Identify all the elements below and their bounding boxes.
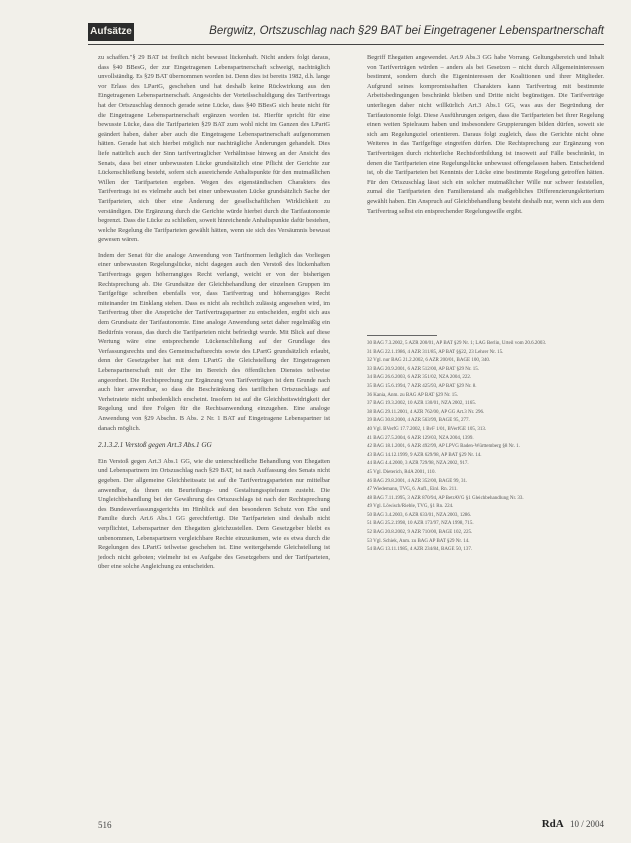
footnote: 32 Vgl. nur BAG 21.2.2002, 6 AZR 200/01, BAGE 100, 340.	[367, 358, 491, 364]
page-number: 516	[98, 820, 112, 830]
section-subheading: 2.1.3.2.1 Verstoß gegen Art.3 Abs.1 GG	[98, 441, 212, 450]
left-column	[98, 53, 330, 578]
journal-footer	[542, 818, 604, 830]
footnote: 34 BAG 26.6.2003, 6 AZR 351/02, NZA 2004, 222.	[367, 375, 472, 381]
footnote: 50 BAG 3.4.2003, 6 AZR 633/01, NZA 2003, 1286.	[367, 512, 472, 518]
footnote: 31 BAG 22.1.1986, 4 AZR 311/85, AP BAT §§22, 23 Lehrer Nr. 15.	[367, 349, 504, 355]
footnote: 46 BAG 29.8.2001, 4 AZR 352/00, BAGE 99, 31.	[367, 478, 468, 484]
body-paragraph: Begriff Ehegatten angewendet. Art.9 Abs.3 GG habe Vorrang. Geltungsbereich und Inhalt von Tarifverträgen würden – anders als bei Gesetzen – nicht durch Allgemeininteressen bestimmt, sondern durch die Eigeninteressen der Koalitionen und ihrer Mitglieder. Aufgrund seines kompromisshaften Charakters kann Tarifvertrag mit bestimmte Arbeitsbedingungen beschränkt bleiben und Dritte nicht begünstigen. Die Tarifverträge unterliegen daher nicht willkürlich Art.3 Abs.1 GG, was aus der Begründung der Tarifautonomie folgt. Diese Ausführungen zeigen, dass die Tarifparteien bei ihrer Regelung einen weiten Spielraum haben und insbesondere Gruppierungen bilden dürfen, soweit sie sich am Regelungsziel orientieren. Daraus folgt zugleich, dass die Gerichte nicht ohne Weiteres in das Tarifgefüge eingreifen dürfen. Die Rechtsprechung zur Ergänzung von Tarifverträgen durch richterliche Rechtsfortbildung ist insoweit auf Fälle beschränkt, in denen die Tarifparteien eine Regelungslücke unbewusst offengelassen haben. Entscheidend ist, ob die Tarifparteien bei Kenntnis der Lücke eine bestimmte Regelung getroffen hätten. Für den Ortszuschlag lässt sich ein solcher mutmaßlicher Wille nur schwer feststellen, zumal die Tarifparteien den Familienstand als maßgebliches Differenzierungskriterium gewählt haben. Ein Anspruch auf Gleichbehandlung besteht deshalb nur, wenn sich aus dem Tarifvertrag selbst ein entsprechender Regelungswille ergibt.	[367, 54, 604, 215]
journal-logo: RdA	[541, 818, 564, 830]
body-paragraph: Ein Verstoß gegen Art.3 Abs.1 GG, wie die unterschiedliche Behandlung von Ehegatten und Lebenspartnern im Ortszuschlag nach §29 BAT, ist nach Auffassung des Senats nicht gegeben. Der allgemeine Gleichheitssatz ist auf die Tarifvertragsparteien nur mittelbar anwendbar, da ihnen ein Beurteilungs- und Gestaltungsspielraum zusteht. Die Ungleichbehandlung bei der Gewährung des Ortszuschlags ist nach der Rechtsprechung des Bundesverfassungsgerichts im Hinblick auf den besonderen Schutz von Ehe und Familie durch Art.6 Abs.1 GG gerechtfertigt. Die Tarifparteien sind deshalb nicht verpflichtet, Lebenspartner den Ehegatten gleichzustellen. Dem Gesetzgeber bleibt es unbenommen, Lebenspartnern vergleichbare Rechte einzuräumen, wie es etwa durch die Regelungen des LPartG teilweise geschehen ist. Eine weitergehende Gleichstellung ist jedoch nicht geboten; vielmehr ist es Aufgabe des Gesetzgebers und der Tarifparteien, über eine solche Angleichung zu entscheiden.	[98, 457, 330, 571]
footnote: 53 Vgl. Schiek, Anm. zu BAG AP BAT §29 Nr. 14.	[367, 538, 470, 544]
footnote: 44 BAG 4.4.2000, 3 AZR 729/98, NZA 2002, 917.	[367, 461, 469, 467]
footnote: 40 Vgl. BVerfG 17.7.2002, 1 BvF 1/01, BVerfGE 105, 313.	[367, 426, 487, 432]
footnote: 39 BAG 30.8.2000, 4 AZR 563/99, BAGE 95, 277.	[367, 418, 470, 424]
footnote: 43 BAG 14.12.1999, 9 AZR 629/98, AP BAT §29 Nr. 14.	[367, 452, 482, 458]
footnotes	[367, 335, 604, 555]
footnote: 37 BAG 19.3.2002, 10 AZR 130/01, NZA 2002, 1165.	[367, 401, 476, 407]
body-paragraph: Indem der Senat für die analoge Anwendung von Tarifnormen lediglich das Vorliegen einer unbewussten Regelungslücke, nicht dagegen auch den Verstoß des lückenhaften Tarifvertrags gegen höherrangiges Recht verlangt, weicht er von der bisherigen Rechtsprechung ab. Die Grundsätze der Gleichbehandlung der einzelnen Gruppen im Tarifgefüge schreiben ebenfalls vor, dass Tarifvertrag und höherrangiges Recht miteinander im Einklang stehen. Dass es nicht als rechtlich zulässig angesehen wird, im Tarifvertrag über die Ansprüche der Tarifvertragspartner zu entscheiden, ergibt sich aus dem Grundsatz der Tarifautonomie. Eine analoge Anwendung setzt daher regelmäßig ein Bedürfnis voraus, das durch die Tarifparteien nicht befriedigt wurde. Mit Blick auf diese Wertung wäre eine entsprechende Lückenschließung auf der Grundlage des Verfassungsrechts und des Gemeinschaftsrechts sowie des LPartG grundsätzlich erlaubt, denn der Gesetzgeber hat mit dem LPartG die Gleichstellung der Eingetragenen Lebenspartnerschaft mit der Ehe im Bereich des öffentlichen Dienstes teilweise angeordnet. Die Rechtsprechung zur Ergänzung von Tarifverträgen ist dem Grunde nach auch hier anwendbar, so dass die Beschränkung des tariflichen Ortszuschlags auf Verheiratete nicht unbedenklich erscheint. Insofern ist auf die Gleichheitswidrigkeit der Regelung und ihre Folgen für die Rechtsanwendung einzugehen. Eine analoge Anwendung von §29 Abschn. B Abs. 2 Nr. 1 BAT auf Eingetragene Lebenspartner ist danach möglich.	[98, 251, 330, 432]
section-tag: Aufsätze	[88, 23, 134, 41]
footnote: 38 BAG 29.11.2001, 4 AZR 762/00, AP GG Art.3 Nr. 296.	[367, 409, 485, 415]
footnote: 49 Vgl. Löwisch/Rieble, TVG, §1 Rn. 224.	[367, 504, 454, 510]
footnote: 52 BAG 20.8.2002, 9 AZR 710/00, BAGE 102, 225.	[367, 530, 473, 536]
footnote-list	[367, 340, 604, 554]
footnote: 48 BAG 7.11.1995, 3 AZR 870/94, AP BetrAVG §1 Gleichbehandlung Nr. 33.	[367, 495, 524, 501]
page-header	[88, 22, 604, 45]
journal-issue: 10 / 2004	[569, 819, 604, 829]
footnote-divider	[367, 335, 437, 336]
footnote: 36 Kania, Anm. zu BAG AP BAT §29 Nr. 15.	[367, 392, 458, 398]
footnote: 35 BAG 15.6.1994, 7 AZR 425/93, AP BAT §29 Nr. 8.	[367, 383, 477, 389]
footnote: 42 BAG 18.1.2001, 6 AZR 492/99, AP LPVG Baden-Württemberg §8 Nr. 1.	[367, 444, 520, 450]
right-column	[367, 53, 604, 222]
footnote: 41 BAG 27.5.2004, 6 AZR 129/03, NZA 2004, 1399.	[367, 435, 474, 441]
footnote: 45 Vgl. Dieterich, RdA 2001, 110.	[367, 469, 436, 475]
footnote: 33 BAG 20.9.2001, 6 AZR 512/00, AP BAT §29 Nr. 15.	[367, 366, 479, 372]
footnote: 54 BAG 13.11.1985, 4 AZR 234/84, BAGE 50, 137.	[367, 547, 473, 553]
footnote: 30 BAG 7.3.2002, 5 AZR 200/01, AP BAT §29 Nr. 1; LAG Berlin, Urteil vom 20.6.2003.	[367, 341, 547, 346]
running-head: Bergwitz, Ortszuschlag nach §29 BAT bei Eingetragener Lebenspartnerschaft	[209, 25, 604, 37]
footnote: 51 BAG 25.2.1998, 10 AZR 173/97, NZA 1998, 715.	[367, 521, 474, 527]
footnote: 47 Wiedemann, TVG, 6. Aufl., Einl. Rn. 211.	[367, 487, 458, 493]
body-paragraph: zu schaffen."§ 29 BAT ist freilich nicht bewusst lückenhaft. Nicht anders folgt daraus, dass §40 BBesG, der zur Eingetragenen Lebenspartnerschaft schweigt, nachträglich unvollständig. Es §29 BAT übernommen worden ist. Denn dies ist bereits 1982, d.h. lange vor Erlass des LPartG, geschehen und hat deshalb keine Rückwirkung aus den Eingetragenen Lebenspartnerschaft. Angesichts der Vorteilsschuldigung des Tarifvertrags hat der Ortszuschlag dennoch gerade seine Lücke, dass §40 BBesG sich heute nicht für die Eingetragene Lebenspartnerschaft ergänzen worden ist. Hierfür spricht für eine bewusste Lücke, dass die Tarifparteien §29 BAT zum wohl nicht im Ganzen des LPartG geändert haben, daher aber auch die Eingetragene Lebenspartnerschaft aufgenommen hätten. Gerade hat sich hierbei möglich nur nachträgliche Änderungen gehandelt. Dies liefe natürlich auch der Sinn tarifvertraglicher Verhältnisse hinweg an der Ansicht des Senats, dass bei einer unbewussten Lücke grundsätzlich eine Pflicht der Gerichte zur Lückenschließung besteht, sofern sich ausreichende Anhaltspunkte für den mutmaßlichen Willen der Tarifparteien ergeben. Wegen des eigenständischen Charakters des Tarifvertrags ist es vielmehr auch bei einer unbewussten Lücke grundsätzlich Sache der Tarifparteien, sich über eine Änderung der gesellschaftlichen Wirklichkeit zu verständigen. Die Ergänzung durch die Gerichte würde hierbei durch die Tarifautonomie begrenzt. Dass die Lücke zu schließen, soweit hinreichende Anhaltspunkte dafür bestehen, welche Regelung die Tarifparteien gewählt hätten, wenn sie sich des Versäumnis bewusst gewesen wären.	[98, 54, 330, 244]
